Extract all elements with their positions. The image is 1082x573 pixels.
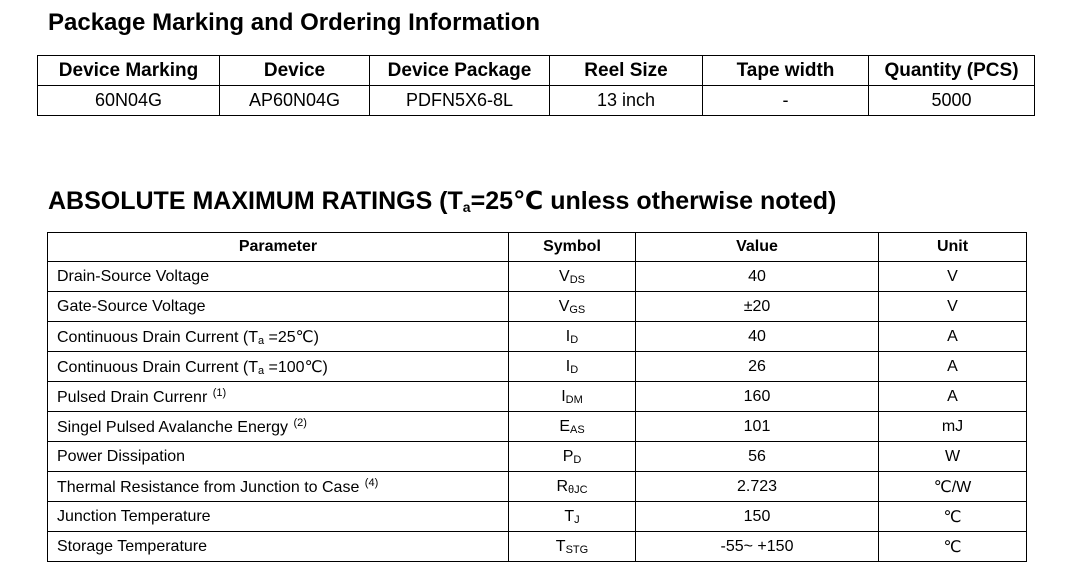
symbol-cell bbox=[509, 502, 636, 532]
table-row bbox=[48, 382, 1027, 412]
ratings-title-post: =25℃ unless otherwise noted) bbox=[470, 187, 837, 215]
symbol-main: I bbox=[565, 357, 571, 375]
value-cell: 2.723 bbox=[636, 472, 879, 502]
cell-quantity: 5000 bbox=[869, 86, 1035, 116]
col-device-marking: Device Marking bbox=[38, 56, 220, 86]
symbol-subscript: J bbox=[574, 513, 580, 526]
symbol-cell bbox=[509, 382, 636, 412]
symbol-subscript: DS bbox=[569, 273, 585, 286]
ordering-data-row bbox=[38, 86, 1035, 116]
col-symbol: Symbol bbox=[509, 233, 636, 262]
value-cell: 56 bbox=[636, 442, 879, 472]
unit-cell: W bbox=[879, 442, 1027, 472]
parameter-text: Pulsed Drain Currenr bbox=[57, 388, 208, 406]
parameter-cell bbox=[48, 262, 509, 292]
symbol-main: I bbox=[565, 327, 571, 345]
cell-reel-size: 13 inch bbox=[550, 86, 703, 116]
parameter-cell bbox=[48, 502, 509, 532]
value-cell: 101 bbox=[636, 412, 879, 442]
table-row bbox=[48, 352, 1027, 382]
parameter-subscript: a bbox=[257, 334, 265, 347]
parameter-subscript: a bbox=[257, 364, 265, 377]
table-row bbox=[48, 292, 1027, 322]
symbol-cell bbox=[509, 472, 636, 502]
symbol-main: P bbox=[562, 447, 574, 465]
symbol-subscript: θJC bbox=[568, 483, 588, 496]
symbol-cell bbox=[509, 262, 636, 292]
parameter-text: Power Dissipation bbox=[57, 447, 186, 465]
symbol-main: V bbox=[558, 297, 570, 315]
parameter-cell bbox=[48, 442, 509, 472]
table-row bbox=[48, 442, 1027, 472]
ratings-title-pre: ABSOLUTE MAXIMUM RATINGS (T bbox=[48, 187, 463, 215]
parameter-text: Continuous Drain Current (T bbox=[57, 358, 258, 376]
col-unit: Unit bbox=[879, 233, 1027, 262]
symbol-main: T bbox=[564, 507, 575, 525]
symbol-cell bbox=[509, 292, 636, 322]
parameter-cell bbox=[48, 472, 509, 502]
ordering-table bbox=[37, 55, 1035, 116]
parameter-text: Continuous Drain Current (T bbox=[57, 328, 258, 346]
unit-cell: A bbox=[879, 352, 1027, 382]
footnote-ref: (4) bbox=[364, 476, 379, 489]
symbol-cell bbox=[509, 322, 636, 352]
value-cell: 40 bbox=[636, 322, 879, 352]
col-value: Value bbox=[636, 233, 879, 262]
symbol-main: E bbox=[559, 417, 570, 435]
symbol-subscript: D bbox=[573, 453, 582, 466]
ordering-section-title: Package Marking and Ordering Information bbox=[48, 9, 541, 36]
parameter-text: Junction Temperature bbox=[57, 507, 211, 525]
unit-cell: V bbox=[879, 262, 1027, 292]
footnote-ref: (2) bbox=[293, 416, 307, 429]
parameter-text-end: =25℃) bbox=[264, 328, 319, 346]
cell-device-marking: 60N04G bbox=[38, 86, 220, 116]
symbol-cell bbox=[509, 412, 636, 442]
symbol-main: R bbox=[556, 477, 568, 495]
parameter-cell bbox=[48, 292, 509, 322]
col-parameter: Parameter bbox=[48, 233, 509, 262]
ordering-header-row bbox=[38, 56, 1035, 86]
table-row bbox=[48, 262, 1027, 292]
symbol-main: I bbox=[561, 387, 566, 405]
symbol-subscript: D bbox=[570, 333, 579, 346]
symbol-main: T bbox=[555, 537, 566, 555]
unit-cell: ℃/W bbox=[879, 472, 1027, 502]
unit-cell: mJ bbox=[879, 412, 1027, 442]
unit-cell: ℃ bbox=[879, 502, 1027, 532]
table-row bbox=[48, 412, 1027, 442]
unit-cell: ℃ bbox=[879, 532, 1027, 562]
value-cell: 26 bbox=[636, 352, 879, 382]
table-row bbox=[48, 502, 1027, 532]
col-device: Device bbox=[220, 56, 370, 86]
parameter-text: Singel Pulsed Avalanche Energy bbox=[57, 418, 288, 436]
symbol-cell bbox=[509, 352, 636, 382]
ratings-table bbox=[47, 232, 1027, 562]
table-row bbox=[48, 322, 1027, 352]
parameter-cell bbox=[48, 322, 509, 352]
value-cell: ±20 bbox=[636, 292, 879, 322]
parameter-text: Gate-Source Voltage bbox=[57, 297, 206, 315]
unit-cell: V bbox=[879, 292, 1027, 322]
cell-tape-width: - bbox=[703, 86, 869, 116]
ratings-title-sub: a bbox=[462, 199, 471, 215]
footnote-ref: (1) bbox=[212, 386, 227, 399]
col-reel-size: Reel Size bbox=[550, 56, 703, 86]
col-quantity: Quantity (PCS) bbox=[869, 56, 1035, 86]
parameter-cell bbox=[48, 382, 509, 412]
parameter-text: Storage Temperature bbox=[57, 537, 208, 555]
parameter-text: Drain-Source Voltage bbox=[57, 267, 210, 285]
symbol-subscript: STG bbox=[565, 543, 589, 556]
col-device-package: Device Package bbox=[370, 56, 550, 86]
value-cell: 160 bbox=[636, 382, 879, 412]
ratings-header-row bbox=[48, 233, 1027, 262]
cell-device-package: PDFN5X6-8L bbox=[370, 86, 550, 116]
value-cell: 150 bbox=[636, 502, 879, 532]
table-row bbox=[48, 472, 1027, 502]
symbol-subscript: DM bbox=[565, 393, 583, 406]
col-tape-width: Tape width bbox=[703, 56, 869, 86]
symbol-cell bbox=[509, 532, 636, 562]
cell-device: AP60N04G bbox=[220, 86, 370, 116]
parameter-text-end: =100℃) bbox=[264, 358, 328, 376]
symbol-subscript: D bbox=[570, 363, 579, 376]
ratings-section-title bbox=[48, 186, 836, 216]
parameter-cell bbox=[48, 532, 509, 562]
unit-cell: A bbox=[879, 322, 1027, 352]
parameter-text: Thermal Resistance from Junction to Case bbox=[57, 478, 360, 496]
symbol-subscript: AS bbox=[569, 423, 585, 436]
table-row bbox=[48, 532, 1027, 562]
symbol-main: V bbox=[559, 267, 570, 285]
value-cell: -55~ +150 bbox=[636, 532, 879, 562]
parameter-cell bbox=[48, 412, 509, 442]
value-cell: 40 bbox=[636, 262, 879, 292]
symbol-subscript: GS bbox=[569, 303, 586, 316]
unit-cell: A bbox=[879, 382, 1027, 412]
symbol-cell bbox=[509, 442, 636, 472]
parameter-cell bbox=[48, 352, 509, 382]
